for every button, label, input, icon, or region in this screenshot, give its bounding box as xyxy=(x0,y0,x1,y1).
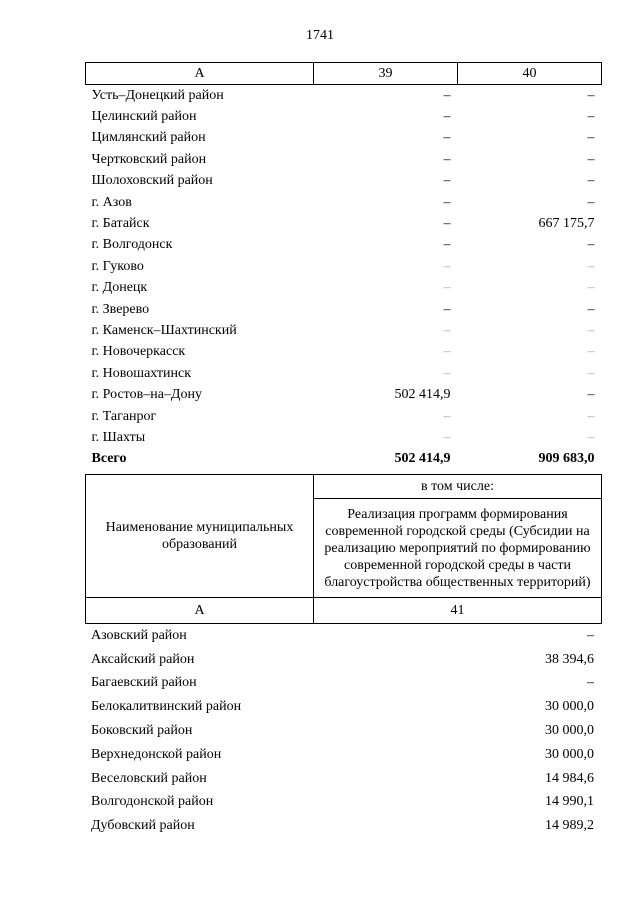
value-col-41: 38 394,6 xyxy=(545,651,594,667)
value-col-40: – xyxy=(587,151,595,167)
table-row xyxy=(85,743,601,767)
municipality-name: Белокалитвинский район xyxy=(91,699,242,715)
municipality-name: г. Зверево xyxy=(91,301,150,317)
value-col-40: – xyxy=(587,387,595,403)
value-col-40: – xyxy=(587,173,595,189)
table-row xyxy=(86,363,602,384)
table-row xyxy=(85,767,601,791)
value-col-40: – xyxy=(587,408,595,424)
municipality-name: Боковский район xyxy=(91,723,193,739)
table-row xyxy=(85,672,601,696)
value-col-39: – xyxy=(443,344,451,360)
column-41-header-table xyxy=(85,474,602,624)
value-col-39: – xyxy=(443,280,451,296)
header-row xyxy=(86,63,602,85)
page-number: 1741 xyxy=(306,28,334,43)
table-row xyxy=(86,427,602,448)
municipality-name: г. Шахты xyxy=(91,429,146,445)
value-col-40: – xyxy=(587,344,595,360)
value-col-41: – xyxy=(587,675,594,691)
value-col-40: – xyxy=(587,280,595,296)
table-row xyxy=(85,791,601,815)
table-row xyxy=(86,106,602,127)
including-subheader: в том числе: xyxy=(314,475,602,499)
municipality-name: г. Новочеркасск xyxy=(91,344,186,360)
municipality-name: Волгодонской район xyxy=(91,794,214,810)
program-description-header: Реализация программ формирования современной городской среды (Субсидии на реализацию мероприятий по формированию современной городской среды в части благоустройства общественных территорий) xyxy=(314,499,602,598)
value-col-40: – xyxy=(587,109,595,125)
value-col-40: – xyxy=(587,258,595,274)
value-col-41: – xyxy=(587,627,594,643)
value-col-40: – xyxy=(587,194,595,210)
value-col-39: – xyxy=(443,130,451,146)
value-col-39: – xyxy=(443,194,451,210)
table-row xyxy=(86,192,602,213)
table-row xyxy=(86,406,602,427)
table-row xyxy=(86,384,602,405)
municipality-name: г. Каменск–Шахтинский xyxy=(91,322,237,338)
table-row xyxy=(86,342,602,363)
value-col-40: – xyxy=(587,87,595,103)
value-col-39: – xyxy=(443,87,451,103)
header-col-39: 39 xyxy=(314,63,458,85)
municipality-name: Верхнедонской район xyxy=(91,746,222,762)
value-col-39: – xyxy=(443,151,451,167)
code-col-a: А xyxy=(86,598,314,624)
header-col-40: 40 xyxy=(458,63,602,85)
municipality-name: Дубовский район xyxy=(91,818,195,834)
value-col-39: – xyxy=(443,408,451,424)
municipality-name: г. Ростов–на–Дону xyxy=(91,387,202,403)
municipality-name: Аксайский район xyxy=(91,651,195,667)
municipality-column-header: Наименование муниципальных образований xyxy=(86,475,314,598)
total-label: Всего xyxy=(91,451,127,467)
municipality-name: Чертковский район xyxy=(91,151,207,167)
value-col-40: – xyxy=(587,365,595,381)
value-col-39: – xyxy=(443,365,451,381)
table-row xyxy=(86,299,602,320)
municipality-name: г. Гуково xyxy=(91,258,144,274)
code-col-41: 41 xyxy=(314,598,602,624)
table-row xyxy=(85,695,601,719)
value-col-39: 502 414,9 xyxy=(394,387,451,403)
value-col-41: 30 000,0 xyxy=(545,723,594,739)
total-row xyxy=(86,449,602,470)
municipality-name: Веселовский район xyxy=(91,770,207,786)
municipality-name: Цимлянский район xyxy=(91,130,206,146)
municipality-name: г. Новошахтинск xyxy=(91,365,192,381)
table-row xyxy=(86,278,602,299)
municipality-name: Багаевский район xyxy=(91,675,197,691)
header-col-a: А xyxy=(86,63,314,85)
value-col-40: – xyxy=(587,130,595,146)
municipality-name: Усть–Донецкий район xyxy=(91,87,224,103)
table-row xyxy=(86,149,602,170)
municipality-name: Целинский район xyxy=(91,109,197,125)
table-row xyxy=(85,648,601,672)
value-col-41: 14 989,2 xyxy=(545,818,594,834)
value-col-40: – xyxy=(587,301,595,317)
table-row xyxy=(86,320,602,341)
municipality-name: г. Таганрог xyxy=(91,408,157,424)
table-row xyxy=(86,213,602,234)
value-col-39: – xyxy=(443,173,451,189)
table-row xyxy=(86,235,602,256)
value-col-40: – xyxy=(587,237,595,253)
total-col-39: 502 414,9 xyxy=(394,451,451,467)
municipality-name: г. Батайск xyxy=(91,216,150,232)
value-col-39: – xyxy=(443,237,451,253)
value-col-41: 14 990,1 xyxy=(545,794,594,810)
value-col-39: – xyxy=(443,322,451,338)
municipality-name: г. Волгодонск xyxy=(91,237,173,253)
value-col-39: – xyxy=(443,301,451,317)
budget-table-cols-39-40 xyxy=(85,62,602,470)
value-col-39: – xyxy=(443,429,451,445)
value-col-41: 30 000,0 xyxy=(545,699,594,715)
municipality-name: Азовский район xyxy=(91,627,187,643)
value-col-41: 14 984,6 xyxy=(545,770,594,786)
municipality-name: г. Азов xyxy=(91,194,132,210)
table-row xyxy=(85,719,601,743)
total-col-40: 909 683,0 xyxy=(538,451,595,467)
value-col-40: – xyxy=(587,322,595,338)
value-col-39: – xyxy=(443,258,451,274)
table-row xyxy=(86,85,602,107)
budget-table-col-41 xyxy=(85,624,601,838)
table-row xyxy=(85,624,601,648)
municipality-name: Шолоховский район xyxy=(91,173,213,189)
table-row xyxy=(86,171,602,192)
table-row xyxy=(86,256,602,277)
value-col-39: – xyxy=(443,109,451,125)
table-row xyxy=(86,128,602,149)
value-col-41: 30 000,0 xyxy=(545,746,594,762)
table-row xyxy=(85,814,601,838)
municipality-name: г. Донецк xyxy=(91,280,148,296)
value-col-40: 667 175,7 xyxy=(538,216,595,232)
value-col-40: – xyxy=(587,429,595,445)
value-col-39: – xyxy=(443,216,451,232)
